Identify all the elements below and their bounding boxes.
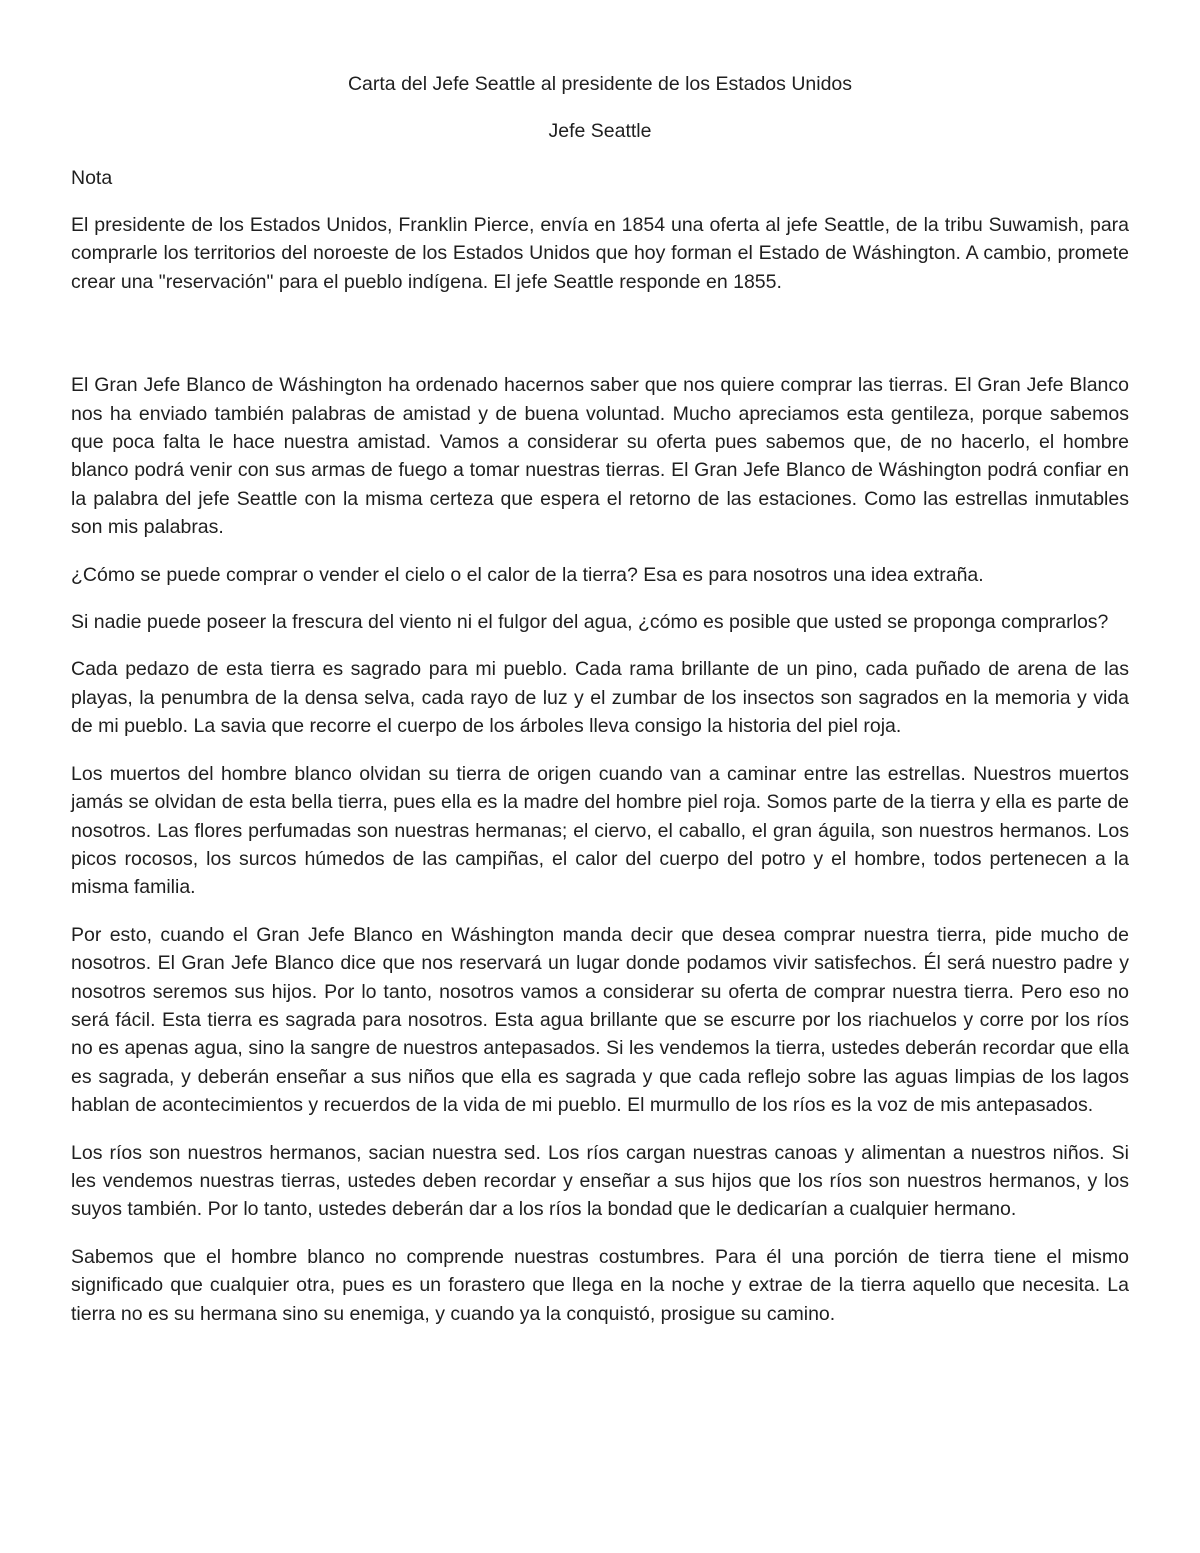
body-paragraph-3: Si nadie puede poseer la frescura del viento ni el fulgor del agua, ¿cómo es posible que usted se proponga comprarlos?	[71, 611, 1109, 634]
body-paragraph-6: Por esto, cuando el Gran Jefe Blanco en Wáshington manda decir que desea comprar nuestra tierra, pide mucho de nosotros. El Gran Jefe Blanco dice que nos reservará un lugar donde podamos vivir satisfechos. Él será nuestro padre y nosotros seremos sus hijos. Por lo tanto, nosotros vamos a considerar su oferta de comprar nuestra tierra. Pero eso no será fácil. Esta tierra es sagrada para nosotros. Esta agua brillante que se escurre por los riachuelos y corre por los ríos no es apenas agua, sino la sangre de nuestros antepasados. Si les vendemos la tierra, ustedes deberán recordar que ella es sagrada, y deberán enseñar a sus niños que ella es sagrada y que cada reflejo sobre las aguas limpias de los lagos hablan de acontecimientos y recuerdos de la vida de mi pueblo. El murmullo de los ríos es la voz de mis antepasados.	[71, 923, 1129, 1117]
body-paragraph-8: Sabemos que el hombre blanco no comprende nuestras costumbres. Para él una porción de tierra tiene el mismo significado que cualquier otra, pues es un forastero que llega en la noche y extrae de la tierra aquello que necesita. La tierra no es su hermana sino su enemiga, y cuando ya la conquistó, prosigue su camino.	[71, 1245, 1129, 1325]
note-heading: Nota	[71, 167, 113, 189]
document-title: Carta del Jefe Seattle al presidente de los Estados Unidos	[347, 73, 853, 95]
body-paragraph-4: Cada pedazo de esta tierra es sagrado para mi pueblo. Cada rama brillante de un pino, cada puñado de arena de las playas, la penumbra de la densa selva, cada rayo de luz y el zumbar de los insectos son sagrados en la memoria y vida de mi pueblo. La savia que recorre el cuerpo de los árboles lleva consigo la historia del piel roja.	[71, 658, 1129, 738]
body-paragraph-1: El Gran Jefe Blanco de Wáshington ha ordenado hacernos saber que nos quiere comprar las tierras. El Gran Jefe Blanco nos ha enviado también palabras de amistad y de buena voluntad. Mucho apreciamos esta gentileza, porque sabemos que poca falta le hace nuestra amistad. Vamos a considerar su oferta pues sabemos que, de no hacerlo, el hombre blanco podrá venir con sus armas de fuego a tomar nuestras tierras. El Gran Jefe Blanco de Wáshington podrá confiar en la palabra del jefe Seattle con la misma certeza que espera el retorno de las estaciones. Como las estrellas inmutables son mis palabras.	[71, 374, 1129, 539]
document-author: Jefe Seattle	[548, 120, 652, 142]
body-paragraph-7: Los ríos son nuestros hermanos, sacian nuestra sed. Los ríos cargan nuestras canoas y alimentan a nuestros niños. Si les vendemos nuestras tierras, ustedes deben recordar y enseñar a sus hijos que los ríos son nuestros hermanos, y los suyos también. Por lo tanto, ustedes deberán dar a los ríos la bondad que le dedicarían a cualquier hermano.	[71, 1141, 1129, 1221]
note-paragraph: El presidente de los Estados Unidos, Franklin Pierce, envía en 1854 una oferta al jefe Seattle, de la tribu Suwamish, para comprarle los territorios del noroeste de los Estados Unidos que hoy forman el Estado de Wáshington. A cambio, promete crear una "reservación" para el pueblo indígena. El jefe Seattle responde en 1855.	[71, 214, 1129, 293]
body-paragraph-2: ¿Cómo se puede comprar o vender el cielo o el calor de la tierra? Esa es para nosotros una idea extraña.	[71, 563, 984, 586]
body-paragraph-5: Los muertos del hombre blanco olvidan su tierra de origen cuando van a caminar entre las estrellas. Nuestros muertos jamás se olvidan de esta bella tierra, pues ella es la madre del hombre piel roja. Somos parte de la tierra y ella es parte de nosotros. Las flores perfumadas son nuestras hermanas; el ciervo, el caballo, el gran águila, son nuestros hermanos. Los picos rocosos, los surcos húmedos de las campiñas, el calor del cuerpo del potro y el hombre, todos pertenecen a la misma familia.	[71, 762, 1129, 899]
blank-space	[71, 315, 1129, 371]
document-page	[71, 70, 1129, 1347]
